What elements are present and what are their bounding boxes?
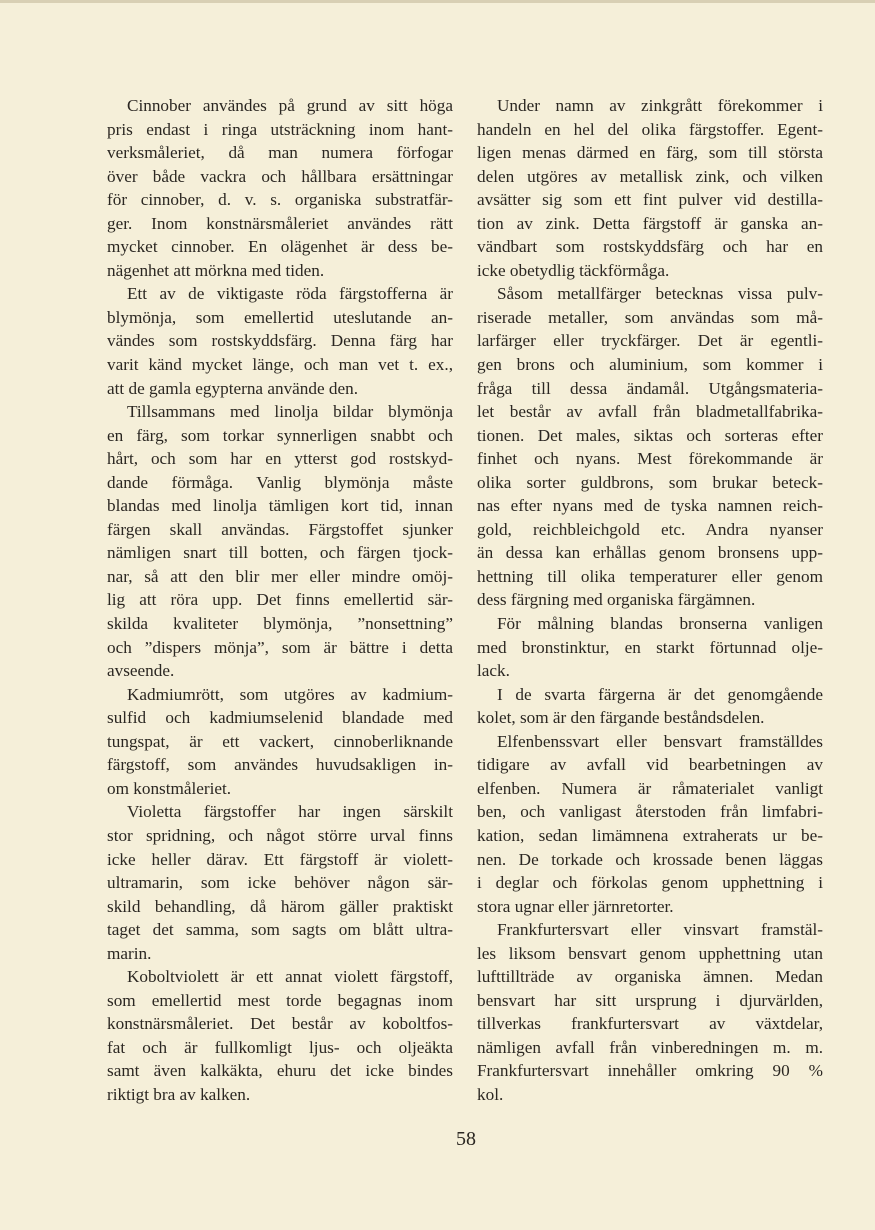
text-line: Elfenbenssvart eller bensvart framställdes bbox=[497, 731, 823, 751]
paragraph bbox=[107, 400, 453, 683]
right-column bbox=[477, 94, 823, 1107]
text-line: bensvart har sitt ursprung i djurvärlden, bbox=[477, 990, 823, 1010]
text-line: fat och är fullkomligt ljus- och oljeäkta bbox=[107, 1037, 453, 1057]
text-line: tillverkas frankfurtersvart av växtdelar, bbox=[477, 1014, 823, 1034]
text-line: larfärger eller tryckfärger. Det är egentli- bbox=[477, 331, 823, 351]
text-line: och ”dispers mönja”, som är bättre i detta bbox=[107, 637, 453, 657]
text-line: verksmåleriet, då man numera förfogar bbox=[107, 143, 453, 163]
text-line: tionen. Det males, siktas och sorteras efter bbox=[477, 425, 823, 445]
text-line: som emellertid mest torde begagnas inom bbox=[107, 990, 453, 1010]
text-line: Såsom metallfärger betecknas vissa pulv- bbox=[497, 284, 823, 304]
text-line: delen utgöres av metallisk zink, och vilken bbox=[477, 166, 823, 186]
text-line: tion av zink. Detta färgstoff är ganska an- bbox=[477, 213, 823, 233]
text-line: nämligen avfall från vinberedningen m. m. bbox=[477, 1037, 823, 1057]
text-line: i deglar och förkolas genom upphettning i bbox=[477, 873, 823, 893]
text-line: Cinnober användes på grund av sitt höga bbox=[127, 96, 453, 115]
text-line: över både vackra och hållbara ersättningar bbox=[107, 166, 453, 186]
text-line: att de gamla egypterna använde den. bbox=[107, 378, 359, 398]
paragraph bbox=[107, 683, 453, 801]
text-line: les liksom bensvart genom upphettning utan bbox=[477, 943, 823, 963]
text-line: avsätter sig som ett fint pulver vid destilla- bbox=[477, 190, 823, 210]
text-line: Under namn av zinkgrått förekommer i bbox=[497, 96, 823, 115]
text-line: blymönja, som emellertid uteslutande an- bbox=[107, 307, 453, 327]
text-line: lack. bbox=[477, 661, 510, 681]
text-line: med bronstinktur, en starkt förtunnad olje- bbox=[477, 637, 823, 657]
text-line: let består av avfall från bladmetallfabrika- bbox=[477, 402, 823, 422]
page-number: 58 bbox=[456, 1128, 476, 1150]
text-line: vändes som rostskyddsfärg. Denna färg har bbox=[107, 331, 453, 351]
text-line: fråga till dessa ändamål. Utgångsmateria- bbox=[477, 378, 823, 398]
text-line: kation, sedan limämnena extraherats ur be- bbox=[477, 825, 823, 845]
text-line: Tillsammans med linolja bildar blymönja bbox=[127, 402, 453, 422]
paragraph bbox=[107, 800, 453, 965]
paragraph bbox=[107, 282, 453, 400]
text-line: varit känd mycket länge, och man vet t. ex., bbox=[107, 355, 453, 375]
paragraph bbox=[477, 612, 823, 683]
text-line: mycket cinnober. En olägenhet är dess be- bbox=[107, 237, 453, 257]
text-line: nämligen snart till botten, och färgen tjock- bbox=[107, 543, 453, 563]
text-line: tidigare av avfall vid bearbetningen av bbox=[477, 755, 823, 775]
paragraph bbox=[477, 918, 823, 1106]
paragraph bbox=[107, 965, 453, 1106]
text-line: nas efter nyans med de tyska namnen reich- bbox=[477, 496, 823, 516]
text-line: hårt, och som har en ytterst god rostskyd- bbox=[107, 449, 453, 469]
text-line: Koboltviolett är ett annat violett färgstoff, bbox=[127, 967, 453, 987]
text-line: kolet, som är den färgande beståndsdelen. bbox=[477, 708, 765, 728]
text-line: För målning blandas bronserna vanligen bbox=[497, 614, 823, 634]
text-line: taget det samma, som sagts om blått ultra- bbox=[107, 920, 453, 940]
text-line: ben, och vanligast återstoden från limfabri- bbox=[477, 802, 823, 822]
text-line: dande förmåga. Vanlig blymönja måste bbox=[107, 472, 453, 492]
paragraph bbox=[477, 94, 823, 282]
text-line: avseende. bbox=[107, 661, 175, 681]
text-line: ligen menas därmed en färg, som till största bbox=[477, 143, 823, 163]
text-line: vändbart som rostskyddsfärg och har en bbox=[477, 237, 823, 257]
text-line: kol. bbox=[477, 1084, 504, 1104]
text-line: skild behandling, då härom gäller praktiskt bbox=[107, 896, 453, 916]
text-line: konstnärsmåleriet. Det består av koboltfos- bbox=[107, 1014, 453, 1034]
paragraph bbox=[477, 730, 823, 918]
text-line: Frankfurtersvart innehåller omkring 90 % bbox=[477, 1061, 823, 1081]
text-line: finhet och nyans. Mest förekommande är bbox=[477, 449, 823, 469]
text-line: hettning till olika temperaturer eller genom bbox=[477, 566, 823, 586]
text-line: Ett av de viktigaste röda färgstofferna är bbox=[127, 284, 453, 304]
text-line: marin. bbox=[107, 943, 152, 963]
text-line: lufttillträde av organiska ämnen. Medan bbox=[477, 967, 823, 987]
text-line: elfenben. Numera är råmaterialet vanligt bbox=[477, 778, 823, 798]
text-line: sulfid och kadmiumselenid blandade med bbox=[107, 708, 453, 728]
text-line: blandas med linolja tämligen kort tid, innan bbox=[107, 496, 453, 516]
paragraph bbox=[477, 282, 823, 612]
text-line: gen brons och aluminium, som kommer i bbox=[477, 355, 823, 375]
text-line: Violetta färgstoffer har ingen särskilt bbox=[127, 802, 453, 822]
text-line: färgstoff, som användes huvudsakligen in- bbox=[107, 755, 453, 775]
text-line: en färg, som torkar synnerligen snabbt och bbox=[107, 425, 453, 445]
text-line: gold, reichbleichgold etc. Andra nyanser bbox=[477, 519, 823, 539]
text-line: riserade metaller, som användas som må- bbox=[477, 307, 823, 327]
text-line: om konstmåleriet. bbox=[107, 778, 232, 798]
text-line: nägenhet att mörkna med tiden. bbox=[107, 260, 325, 280]
text-line: I de svarta färgerna är det genomgående bbox=[497, 684, 823, 704]
text-line: handeln en hel del olika färgstoffer. Egent- bbox=[477, 119, 823, 139]
text-line: ultramarin, som icke behöver någon sär- bbox=[107, 873, 453, 893]
text-line: riktigt bra av kalken. bbox=[107, 1084, 251, 1104]
paragraph bbox=[107, 94, 453, 282]
text-line: nen. De torkade och krossade benen läggas bbox=[477, 849, 823, 869]
text-line: tungspat, är ett vackert, cinnoberliknande bbox=[107, 731, 453, 751]
text-line: olika sorter guldbrons, som brukar beteck- bbox=[477, 472, 823, 492]
text-line: icke obetydlig täckförmåga. bbox=[477, 260, 670, 280]
page-top-edge bbox=[0, 0, 875, 3]
text-line: färgen skall användas. Färgstoffet sjunker bbox=[107, 519, 453, 539]
paragraph bbox=[477, 683, 823, 730]
text-line: lig att röra upp. Det finns emellertid sär- bbox=[107, 590, 453, 610]
text-line: stora ugnar eller järnretorter. bbox=[477, 896, 674, 916]
text-line: icke heller därav. Ett färgstoff är violett- bbox=[107, 849, 453, 869]
text-line: samt även kalkäkta, ehuru det icke bindes bbox=[107, 1061, 453, 1081]
text-line: Frankfurtersvart eller vinsvart framstäl- bbox=[497, 920, 823, 940]
text-line: än dessa kan erhållas genom bronsens upp- bbox=[477, 543, 823, 563]
text-line: stor spridning, och något större urval finns bbox=[107, 825, 453, 845]
text-line: ger. Inom konstnärsmåleriet användes rätt bbox=[107, 213, 453, 233]
text-line: nar, så att den blir mer eller mindre omöj- bbox=[107, 566, 453, 586]
text-line: pris endast i ringa utsträckning inom hant- bbox=[107, 119, 453, 139]
text-line: dess färgning med organiska färgämnen. bbox=[477, 590, 756, 610]
text-line: skilda kvaliteter blymönja, ”nonsettning” bbox=[107, 614, 453, 634]
text-line: Kadmiumrött, som utgöres av kadmium- bbox=[127, 684, 453, 704]
text-line: för cinnober, d. v. s. organiska substratfär- bbox=[107, 190, 453, 210]
left-column bbox=[107, 94, 453, 1107]
